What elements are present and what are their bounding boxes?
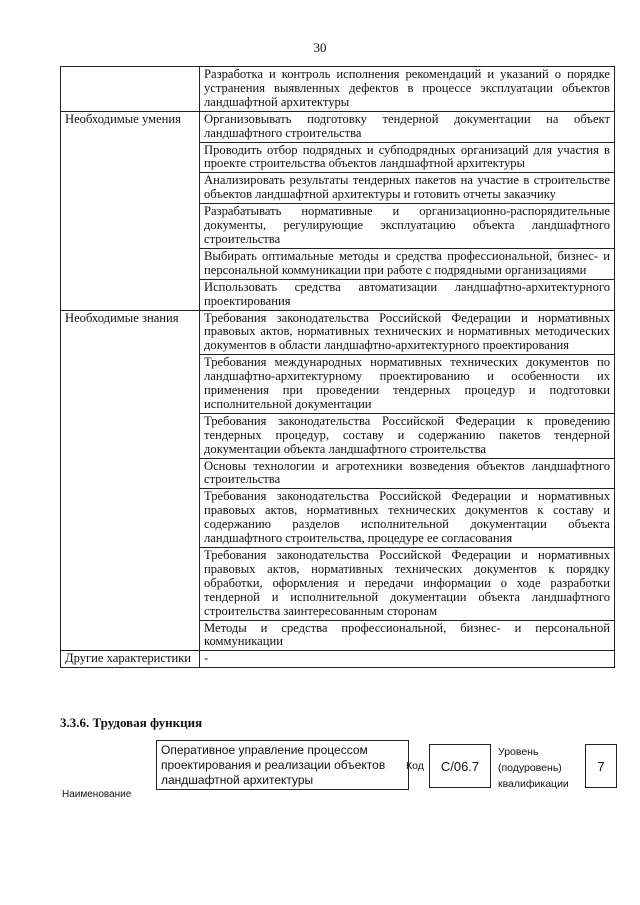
level-value: 7 xyxy=(585,744,617,788)
table-row xyxy=(61,67,615,112)
code-value: С/06.7 xyxy=(429,744,491,788)
row-item: Выбирать оптимальные методы и средства профессиональной, бизнес- и персональной коммуникации при работе с подрядными организациями xyxy=(200,248,615,279)
row-label: Необходимые знания xyxy=(61,310,200,651)
requirements-table xyxy=(60,66,615,668)
table-row xyxy=(61,651,615,668)
row-item: - xyxy=(200,651,615,668)
row-item: Организовывать подготовку тендерной документации на объект ландшафтного строительства xyxy=(200,111,615,142)
name-label: Наименование xyxy=(62,789,132,800)
page-number: 30 xyxy=(313,40,327,55)
row-item: Требования законодательства Российской Федерации и нормативных правовых актов, нормативных технических и нормативных методических документов в области ландшафтно-архитектурного проектирования xyxy=(200,310,615,355)
row-label xyxy=(61,67,200,112)
row-item: Проводить отбор подрядных и субподрядных организаций для участия в проекте строительства объектов ландшафтной архитектуры xyxy=(200,142,615,173)
row-item: Анализировать результаты тендерных пакетов на участие в строительстве объектов ландшафтной архитектуры и готовить отчеты заказчику xyxy=(200,173,615,204)
row-item: Основы технологии и агротехники возведения объектов ландшафтного строительства xyxy=(200,458,615,489)
section-title: 3.3.6. Трудовая функция xyxy=(60,715,203,730)
name-value: Оперативное управление процессом проектирования и реализации объектов ландшафтной архитектуры xyxy=(156,740,409,790)
row-item: Использовать средства автоматизации ландшафтно-архитектурного проектирования xyxy=(200,279,615,310)
row-label: Необходимые умения xyxy=(61,111,200,310)
row-item: Методы и средства профессиональной, бизнес- и персональной коммуникации xyxy=(200,620,615,651)
table-row xyxy=(61,111,615,142)
level-label: Уровень (подуровень) квалификации xyxy=(498,746,569,790)
row-item: Разработка и контроль исполнения рекомендаций и указаний о порядке устранения выявленных дефектов в процессе эксплуатации объектов ландшафтной архитектуры xyxy=(200,67,615,112)
row-item: Разрабатывать нормативные и организационно-распорядительные документы, регулирующие эксплуатацию объекта ландшафтного строительства xyxy=(200,204,615,249)
row-item: Требования законодательства Российской Федерации и нормативных правовых актов, нормативных технических документов к составу и содержанию разделов исполнительной документации объекта ландшафтного строительства, процедуре ее согласования xyxy=(200,489,615,548)
row-label: Другие характеристики xyxy=(61,651,200,668)
row-item: Требования законодательства Российской Федерации к проведению тендерных процедур, составу и содержанию пакетов тендерной документации объекта ландшафтного строительства xyxy=(200,413,615,458)
row-item: Требования международных нормативных технических документов по ландшафтно-архитектурному проектированию и особенности их применения при проведении тендерных процедур и подготовки исполнительной документации xyxy=(200,355,615,414)
row-item: Требования законодательства Российской Федерации и нормативных правовых актов, нормативных технических документов к порядку обработки, оформления и передачи информации о ходе разработки тендерной и исполнительной документации объекта ландшафтного строительства заинтересованным сторонам xyxy=(200,548,615,621)
labor-function-block xyxy=(60,740,615,800)
table-row xyxy=(61,310,615,355)
code-label: Код xyxy=(406,760,424,772)
